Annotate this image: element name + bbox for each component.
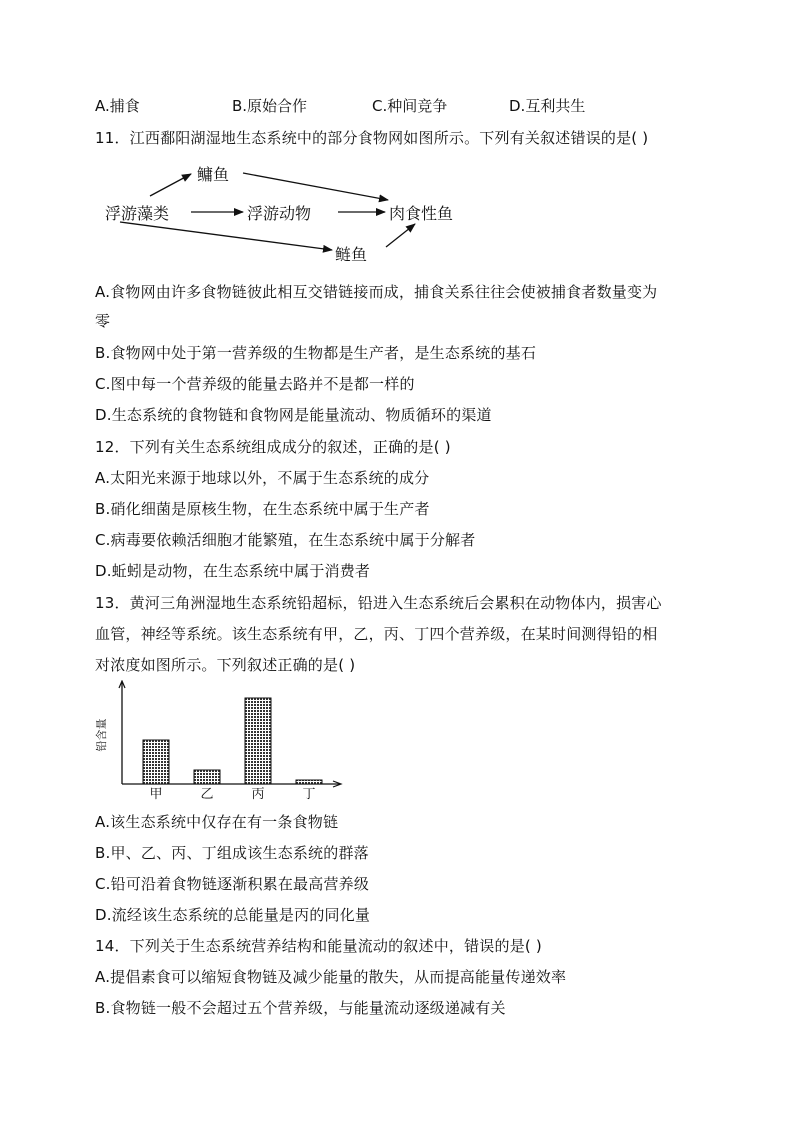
x-tick-label-3: 丙 — [251, 787, 265, 802]
node-zooplankton: 浮游动物 — [247, 204, 312, 223]
q11-stem: 11．江西鄱阳湖湿地生态系统中的部分食物网如图所示。下列有关叙述错误的是( ) — [95, 129, 649, 147]
x-tick-label-2: 乙 — [200, 787, 214, 802]
y-axis-label: 铅含量 — [95, 718, 108, 752]
arrow-algae-to-bighead — [150, 174, 191, 196]
q13-option-a: A.该生态系统中仅存在有一条食物链 — [95, 813, 339, 831]
arrow-algae-to-silver — [120, 222, 332, 250]
q10-option-a: A.捕食 — [95, 97, 140, 115]
q11-option-a: A.食物网由许多食物链彼此相互交错链接而成，捕食关系往往会使被捕食者数量变为 — [95, 283, 658, 301]
q10-option-c: C.种间竞争 — [372, 97, 448, 115]
node-silver-carp: 鲢鱼 — [335, 245, 368, 264]
q11-option-c: C.图中每一个营养级的能量去路并不是都一样的 — [95, 375, 415, 393]
node-bighead-carp: 鳙鱼 — [197, 165, 230, 184]
x-tick-label-1: 甲 — [149, 787, 163, 802]
bar-chart-svg — [95, 680, 355, 805]
q12-option-b: B.硝化细菌是原核生物，在生态系统中属于生产者 — [95, 500, 430, 518]
q10-options — [95, 95, 715, 117]
lead-concentration-chart — [95, 680, 355, 805]
node-phytoplankton: 浮游藻类 — [105, 204, 170, 223]
q12-stem: 12．下列有关生态系统组成成分的叙述，正确的是( ) — [95, 438, 451, 456]
q11-option-b: B.食物网中处于第一营养级的生物都是生产者，是生态系统的基石 — [95, 344, 537, 362]
q12-option-d: D.蚯蚓是动物，在生态系统中属于消费者 — [95, 562, 371, 580]
q13-stem-line-3: 对浓度如图所示。下列叙述正确的是( ) — [95, 656, 356, 674]
q10-option-d: D.互利共生 — [509, 97, 586, 115]
q14-option-a: A.提倡素食可以缩短食物链及减少能量的散失，从而提高能量传递效率 — [95, 968, 567, 986]
node-carnivorous-fish: 肉食性鱼 — [389, 204, 454, 223]
arrow-silver-to-carnivore — [386, 224, 415, 247]
q13-stem-line-1: 13．黄河三角洲湿地生态系统铅超标，铅进入生态系统后会累积在动物体内，损害心 — [95, 594, 662, 612]
q14-stem: 14．下列关于生态系统营养结构和能量流动的叙述中，错误的是( ) — [95, 937, 542, 955]
bar-3 — [245, 698, 271, 784]
x-tick-label-4: 丁 — [302, 787, 316, 802]
q11-option-d: D.生态系统的食物链和食物网是能量流动、物质循环的渠道 — [95, 406, 492, 424]
arrow-bighead-to-carnivore — [243, 173, 388, 200]
bar-2 — [194, 770, 220, 784]
q13-option-b: B.甲、乙、丙、丁组成该生态系统的群落 — [95, 844, 369, 862]
food-web-diagram — [95, 158, 485, 268]
q10-option-b: B.原始合作 — [232, 97, 308, 115]
q12-option-a: A.太阳光来源于地球以外，不属于生态系统的成分 — [95, 469, 430, 487]
q12-option-c: C.病毒要依赖活细胞才能繁殖，在生态系统中属于分解者 — [95, 531, 476, 549]
q11-option-a-continued: 零 — [95, 312, 111, 330]
bar-4 — [296, 780, 322, 784]
q13-option-d: D.流经该生态系统的总能量是丙的同化量 — [95, 906, 371, 924]
bar-1 — [143, 740, 169, 784]
q14-option-b: B.食物链一般不会超过五个营养级，与能量流动逐级递减有关 — [95, 999, 506, 1017]
q13-stem-line-2: 血管，神经等系统。该生态系统有甲，乙，丙、丁四个营养级，在某时间测得铅的相 — [95, 625, 658, 643]
q13-option-c: C.铅可沿着食物链逐渐积累在最高营养级 — [95, 875, 370, 893]
